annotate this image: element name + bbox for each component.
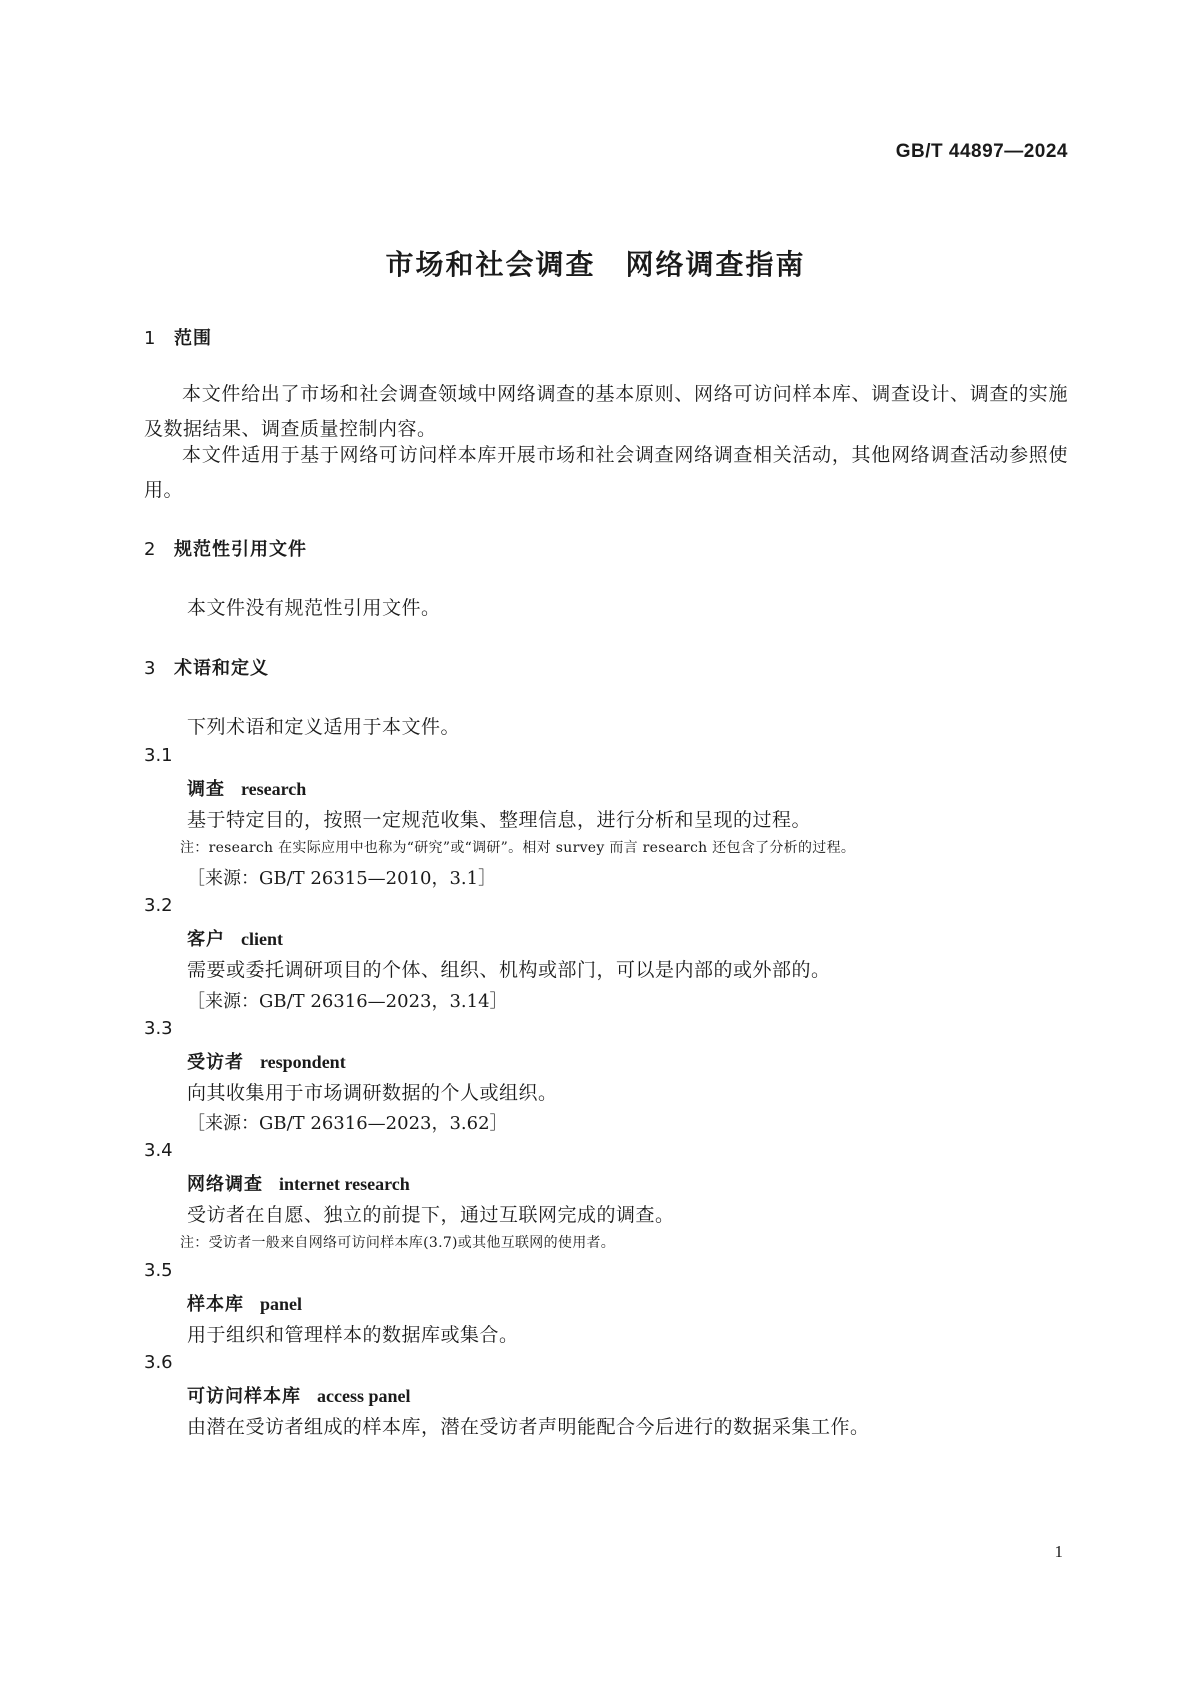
page-title [0, 243, 1191, 283]
note-text: 受访者一般来自网络可访问样本库(3.7)或其他互联网的使用者。 [208, 1235, 616, 1251]
term-note [180, 1232, 615, 1252]
section-title: 术语和定义 [174, 658, 269, 679]
term-definition: 用于组织和管理样本的数据库或集合。 [187, 1324, 519, 1346]
term-zh: 客户 [187, 929, 225, 950]
term-definition: 需要或委托调研项目的个体、组织、机构或部门，可以是内部的或外部的。 [187, 959, 831, 981]
document-code: GB/T 44897—2024 [895, 141, 1068, 162]
title-part-2: 网络调查指南 [625, 248, 806, 281]
section-2-heading [144, 535, 307, 561]
note-label: 注： [180, 1235, 209, 1251]
term-en: internet research [279, 1174, 410, 1194]
section-1-heading [144, 324, 212, 350]
term-zh: 受访者 [187, 1052, 244, 1073]
clause-number: 3.6 [144, 1352, 173, 1373]
clause-number: 3.1 [144, 745, 173, 766]
section-1-paragraph-1: 本文件给出了市场和社会调查领域中网络调查的基本原则、网络可访问样本库、调查设计、调查的实施及数据结果、调查质量控制内容。 [144, 383, 1068, 440]
term-en: respondent [260, 1052, 346, 1072]
section-number: 3 [144, 658, 157, 679]
term-heading [187, 925, 283, 951]
clause-number: 3.3 [144, 1018, 173, 1039]
term-definition: 受访者在自愿、独立的前提下，通过互联网完成的调查。 [187, 1204, 675, 1226]
term-en: research [241, 779, 307, 799]
clause-number: 3.5 [144, 1260, 173, 1281]
clause-number: 3.4 [144, 1140, 173, 1161]
clause-number: 3.2 [144, 895, 173, 916]
term-source: ［来源：GB/T 26315—2010，3.1］ [187, 868, 497, 889]
term-zh: 网络调查 [187, 1174, 263, 1195]
term-heading [187, 775, 306, 801]
term-definition: 基于特定目的，按照一定规范收集、整理信息，进行分析和呈现的过程。 [187, 809, 812, 831]
term-zh: 样本库 [187, 1294, 244, 1315]
term-heading [187, 1382, 411, 1408]
term-en: access panel [317, 1386, 411, 1406]
section-title: 规范性引用文件 [174, 539, 307, 560]
term-source: ［来源：GB/T 26316—2023，3.62］ [187, 1113, 508, 1134]
page-number: 1 [1054, 1542, 1063, 1561]
section-number: 2 [144, 539, 157, 560]
term-en: panel [260, 1294, 303, 1314]
section-title: 范围 [174, 328, 212, 349]
term-zh: 可访问样本库 [187, 1386, 301, 1407]
section-3-heading [144, 654, 269, 680]
section-1-paragraph-2: 本文件适用于基于网络可访问样本库开展市场和社会调查网络调查相关活动，其他网络调查活动参照使用。 [144, 444, 1068, 501]
term-definition: 由潜在受访者组成的样本库，潜在受访者声明能配合今后进行的数据采集工作。 [187, 1416, 870, 1438]
section-2-paragraph: 本文件没有规范性引用文件。 [187, 597, 441, 619]
term-source: ［来源：GB/T 26316—2023，3.14］ [187, 991, 508, 1012]
term-heading [187, 1170, 410, 1196]
term-en: client [241, 929, 283, 949]
term-note [180, 837, 855, 857]
term-heading [187, 1048, 346, 1074]
title-part-1: 市场和社会调查 [385, 248, 596, 281]
term-heading [187, 1290, 302, 1316]
note-text: research 在实际应用中也称为“研究”或“调研”。相对 survey 而言 research 还包含了分析的过程。 [208, 840, 856, 856]
term-zh: 调查 [187, 779, 225, 800]
note-label: 注： [180, 840, 209, 856]
section-number: 1 [144, 328, 157, 349]
term-definition: 向其收集用于市场调研数据的个人或组织。 [187, 1082, 558, 1104]
section-3-intro: 下列术语和定义适用于本文件。 [187, 716, 461, 738]
